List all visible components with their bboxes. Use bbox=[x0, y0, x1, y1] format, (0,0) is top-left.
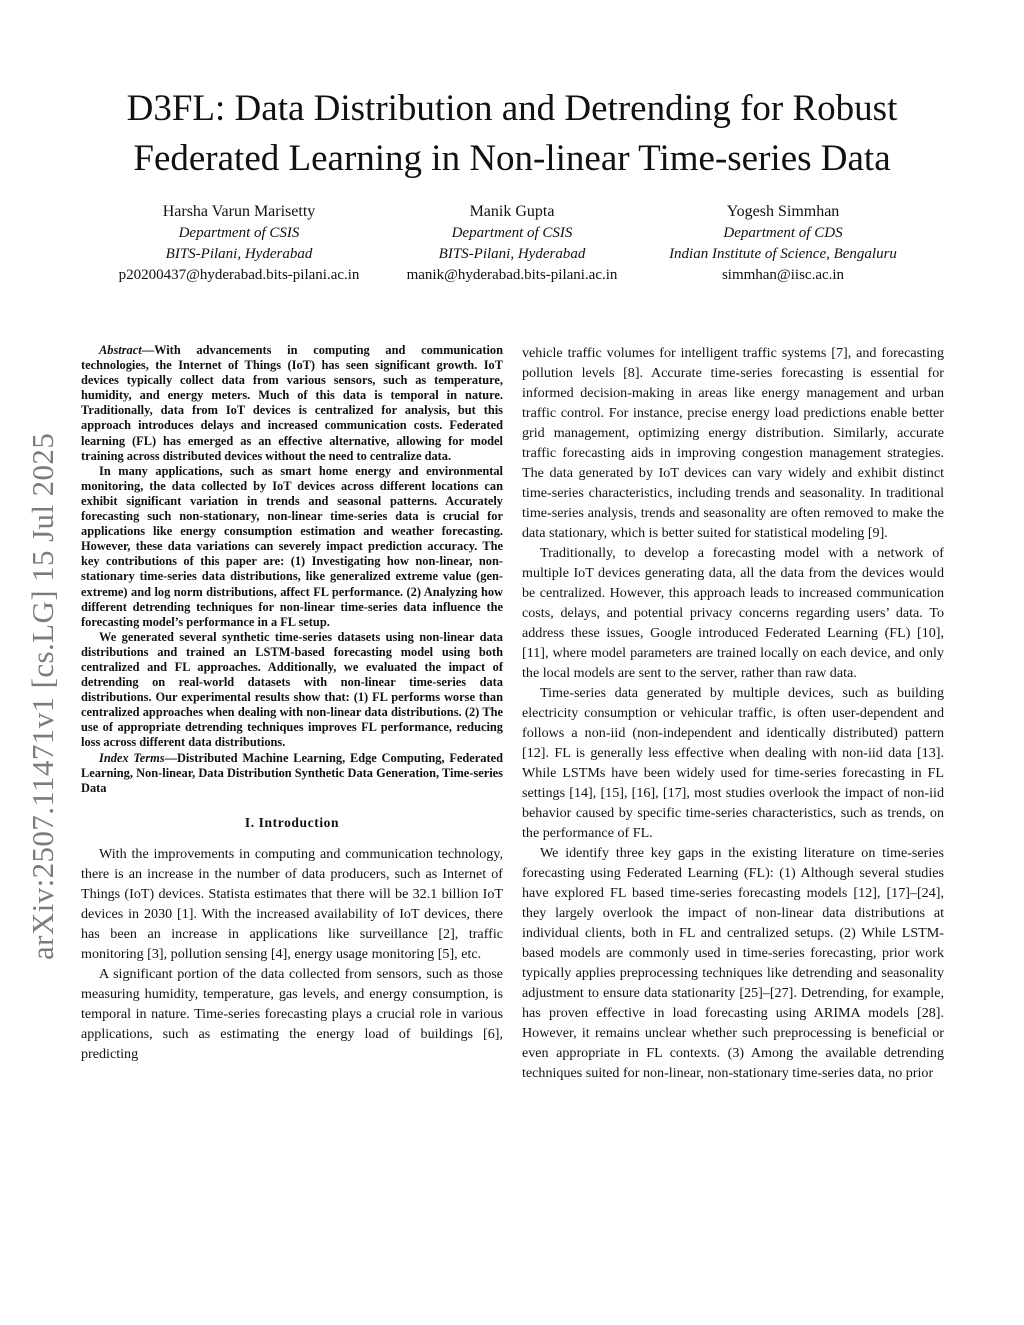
author-block-1 bbox=[89, 201, 389, 286]
index-terms: Index Terms—Distributed Machine Learning, Edge Computing, Federated Learning, Non-linear, Data Distribution Synthetic Data Generation, Time-series Data bbox=[81, 750, 503, 795]
author-institution: BITS-Pilani, Hyderabad bbox=[438, 246, 586, 262]
author-name: Manik Gupta bbox=[469, 203, 555, 220]
right-column bbox=[522, 343, 944, 1083]
author-block-3 bbox=[632, 201, 934, 286]
abstract-paragraph-3: We generated several synthetic time-series datasets using non-linear data distributions and trained an LSTM-based forecasting model using both centralized and FL approaches. Additionally, we evaluated the impact of detrending on real-world datasets with non-linear time-series data distributions. Our experimental results show that: (1) FL performs worse than centralized approaches when dealing with non-linear data distributions. (2) The use of appropriate detrending techniques improves FL performance, reducing loss across different data distributions. bbox=[81, 629, 503, 750]
left-column bbox=[81, 343, 503, 1064]
abstract-paragraph-2: In many applications, such as smart home energy and environmental monitoring, the data collected by IoT devices across different locations can exhibit significant variation in trends and seasonal patterns. Accurately forecasting such non-stationary, non-linear time-series data is crucial for applications like energy consumption estimation and weather forecasting. However, these data variations can severely impact prediction accuracy. The key contributions of this paper are: (1) Investigating how non-linear, non-stationary time-series data distributions, like generalized extreme value (gen-extreme) and log norm distributions, affect FL performance. (2) Analyzing how different detrending techniques for non-linear time-series data influence the forecasting model’s performance in a FL setup. bbox=[81, 463, 503, 629]
arxiv-stamp: arXiv:2507.11471v1 [cs.LG] 15 Jul 2025 bbox=[25, 432, 60, 960]
intro-paragraph-2: A significant portion of the data collected from sensors, such as those measuring humidity, temperature, gas levels, and energy consumption, is temporal in nature. Time-series forecasting plays a crucial role in various applications, such as estimating the energy load of buildings [6], predicting bbox=[81, 965, 503, 1062]
abstract-text-1: With advancements in computing and communication technologies, the Internet of Things (IoT) has seen significant growth. IoT devices typically collect data from various sensors, such as temperature, humidity, and energy meters. Much of this data is temporal in nature. Traditionally, data from IoT devices is centralized for analysis, but this approach introduces delays and increased communication costs. Federated learning (FL) has emerged as an effective alternative, allowing for model training across distributed devices without the need to centralize data. bbox=[81, 343, 503, 463]
index-terms-text: Distributed Machine Learning, Edge Computing, Federated Learning, Non-linear, Data Distribution Synthetic Data Generation, Time-series Data bbox=[81, 750, 503, 795]
author-name: Harsha Varun Marisetty bbox=[162, 203, 316, 220]
intro-paragraph-1: With the improvements in computing and communication technology, there is an increase in the number of data producers, such as Internet of Things (IoT) devices. Statista estimates that there will be 32.1 billion IoT devices in 2030 [1]. With the increased availability of IoT devices, there has been an increase in applications like surveillance [2], traffic monitoring [3], pollution sensing [4], energy usage monitoring [5], etc. bbox=[81, 845, 503, 962]
author-department: Department of CSIS bbox=[178, 225, 300, 241]
right-paragraph-4: We identify three key gaps in the existing literature on time-series forecasting using Federated Learning (FL): (1) Although several studies have explored FL based time-series forecasting models [12], [17]–[24], they largely overlook the impact of non-linear data distributions at individual clients, both in FL and centralized setups. (2) While LSTM-based models are commonly used in time-series forecasting, prior work typically applies preprocessing techniques like detrending and seasonality adjustment to ensure data stationarity [25]–[27]. Detrending, for example, has proven effective in load forecasting using ARIMA models [28]. However, it remains unclear whether such preprocessing is beneficial or even appropriate in FL contexts. (3) Among the available detrending techniques suited for non-linear, non-stationary time-series data, no prior bbox=[522, 845, 944, 1081]
title-line-2: Federated Learning in Non-linear Time-series Data bbox=[133, 138, 891, 179]
abstract-label: Abstract bbox=[99, 343, 142, 357]
right-paragraph-2: Traditionally, to develop a forecasting model with a network of multiple IoT devices generating data, all the data from the devices would be centralized. However, this approach leads to increased communication costs, delays, and potential privacy concerns regarding users’ data. To address these issues, Google introduced Federated Learning (FL) [10], [11], where model parameters are trained locally on each device, and only the local models are sent to the server, rather than raw data. bbox=[522, 545, 944, 681]
author-email: simmhan@iisc.ac.in bbox=[721, 267, 845, 283]
paper-title bbox=[60, 84, 964, 184]
right-paragraph-3: Time-series data generated by multiple devices, such as building electricity consumption or vehicular traffic, is often user-dependent and follows a non-iid (non-independent and identically distributed) pattern [12]. FL is generally less effective when dealing with non-iid data [13]. While LSTMs have been widely used for time-series forecasting in FL settings [14], [15], [16], [17], most studies overlook the impact of non-iid behavior caused by specific time-series characteristics, such as trends, on the performance of FL. bbox=[522, 685, 944, 841]
author-institution: BITS-Pilani, Hyderabad bbox=[165, 246, 313, 262]
author-name: Yogesh Simmhan bbox=[726, 203, 840, 220]
author-department: Department of CSIS bbox=[451, 225, 573, 241]
author-email: p20200437@hyderabad.bits-pilani.ac.in bbox=[118, 267, 360, 283]
index-terms-label: Index Terms bbox=[99, 750, 165, 765]
author-department: Department of CDS bbox=[723, 225, 843, 241]
abstract-paragraph-1: Abstract—With advancements in computing and communication technologies, the Internet of Things (IoT) has seen significant growth. IoT devices typically collect data from various sensors, such as temperature, humidity, and energy meters. Much of this data is temporal in nature. Traditionally, data from IoT devices is centralized for analysis, but this approach introduces delays and increased communication costs. Federated learning (FL) has emerged as an effective alternative, allowing for model training across distributed devices without the need to centralize data. bbox=[81, 343, 503, 463]
author-email: manik@hyderabad.bits-pilani.ac.in bbox=[406, 267, 618, 283]
section-heading-introduction: I. Introduction bbox=[244, 814, 340, 830]
title-line-1: D3FL: Data Distribution and Detrending for Robust bbox=[126, 88, 898, 129]
author-institution: Indian Institute of Science, Bengaluru bbox=[669, 246, 897, 262]
right-paragraph-1: vehicle traffic volumes for intelligent traffic systems [7], and forecasting pollution levels [8]. Accurate time-series forecasting is essential for informed decision-making in areas like energy management and urban traffic control. For instance, precise energy load predictions enable better grid management, optimizing energy distribution. Similarly, accurate traffic forecasting aids in improving congestion management strategies. The data generated by IoT devices can vary widely and exhibit distinct time-series characteristics, including trends and seasonality. In traditional time-series analysis, trends and seasonality are often removed to make the data stationary, which is better suited for statistical modeling [9]. bbox=[522, 345, 944, 541]
author-block-2 bbox=[362, 201, 662, 286]
